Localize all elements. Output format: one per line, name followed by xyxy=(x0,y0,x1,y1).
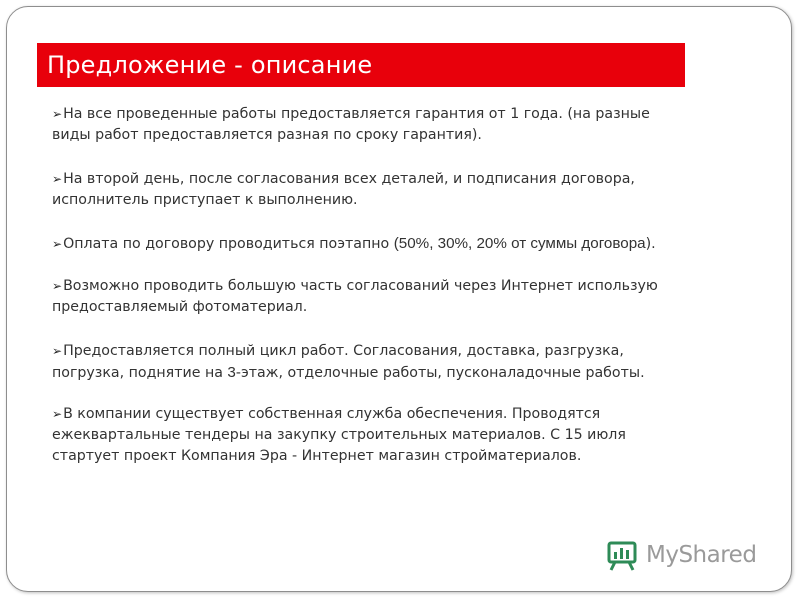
bullet-line: Предоставляется полный цикл работ. Согласования, доставка, разгрузка, xyxy=(63,343,624,359)
bullet-text: ). xyxy=(645,236,656,252)
bullet-warranty xyxy=(52,104,712,146)
bullet-company xyxy=(52,404,712,467)
bullet-line: В компании существует собственная служба обеспечения. Проводятся xyxy=(63,406,601,422)
arrow-bullet-icon: ➢ xyxy=(52,344,63,358)
myshared-logo-icon xyxy=(606,538,640,572)
bullet-text: погрузка, поднятие на xyxy=(52,365,228,381)
bullet-line: предоставляемый фотоматериал. xyxy=(52,299,308,315)
bullet-line: На второй день, после согласования всех деталей, и подписания договора, xyxy=(63,171,635,187)
arrow-bullet-icon: ➢ xyxy=(52,407,63,421)
bullet-text: Оплата по договору проводиться поэтапно xyxy=(63,236,394,252)
bullet-start-work xyxy=(52,169,712,211)
bullet-line: ежеквартальные тендеры на закупку строительных материалов. С 15 июля xyxy=(52,427,626,443)
title-bar xyxy=(37,43,685,87)
payment-percentages: (50%, 30%, 20% от суммы договора xyxy=(393,235,646,252)
bullet-full-cycle xyxy=(52,341,712,384)
bullet-line: стартует проект Компания Эра - Интернет магазин стройматериалов. xyxy=(52,448,582,464)
floor-number: 3- xyxy=(227,364,241,381)
bullet-line: виды работ предоставляется разная по сроку гарантия). xyxy=(52,127,482,143)
arrow-bullet-icon: ➢ xyxy=(52,279,63,293)
bullet-line: На все проведенные работы предоставляется гарантия от 1 года. (на разные xyxy=(63,106,650,122)
myshared-watermark[interactable] xyxy=(606,538,756,572)
bullet-text: этаж, отделочные работы, пусконаладочные работы. xyxy=(240,365,645,381)
bullet-payment xyxy=(52,233,712,255)
watermark-text: MyShared xyxy=(646,542,757,568)
bullet-line: Возможно проводить большую часть согласований через Интернет использую xyxy=(63,278,658,294)
bullet-line: исполнитель приступает к выполнению. xyxy=(52,192,358,208)
arrow-bullet-icon: ➢ xyxy=(52,172,63,186)
bullet-internet xyxy=(52,276,712,318)
slide-title: Предложение - описание xyxy=(47,51,373,79)
arrow-bullet-icon: ➢ xyxy=(52,107,63,121)
arrow-bullet-icon: ➢ xyxy=(52,237,63,251)
